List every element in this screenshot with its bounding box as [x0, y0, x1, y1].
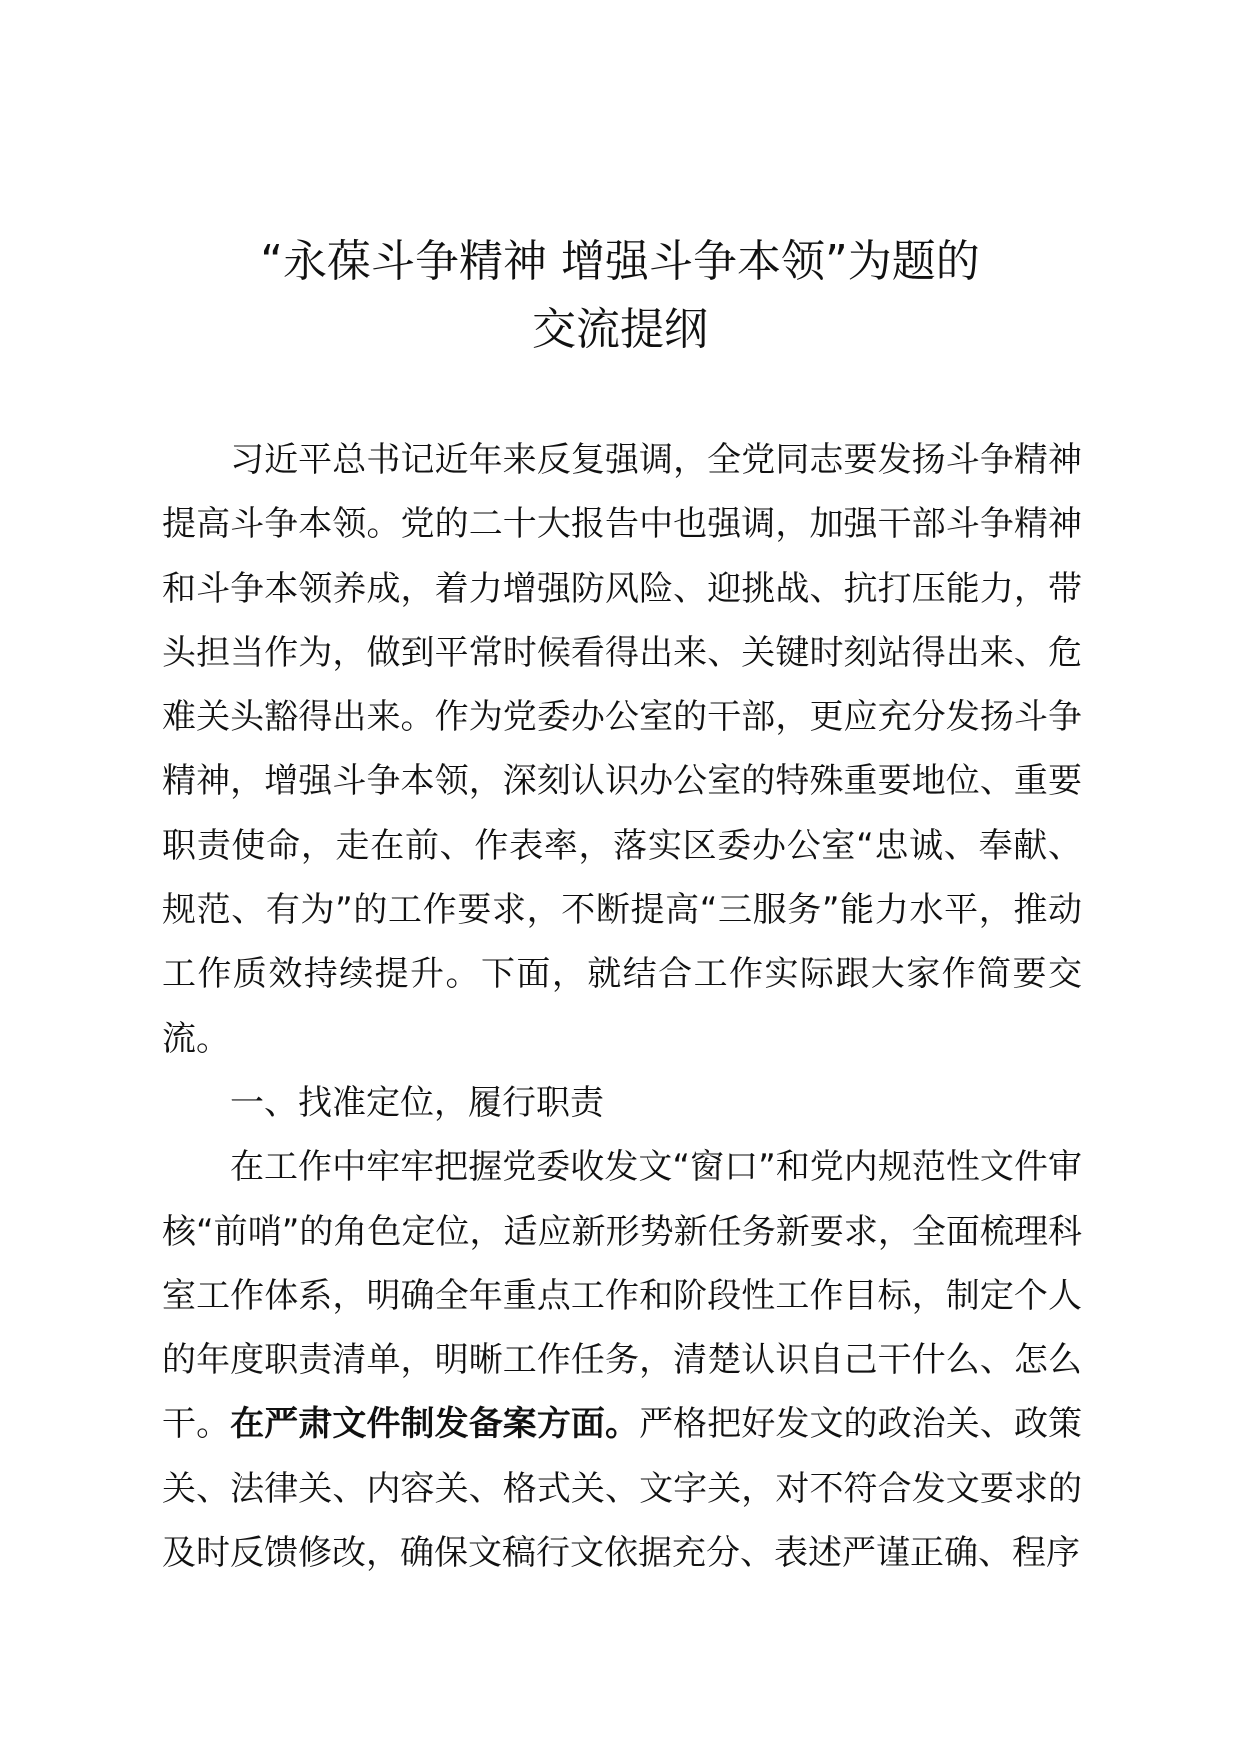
section-heading-1: 一、找准定位，履行职责: [230, 1082, 604, 1123]
paragraph-section-1: [162, 1135, 1082, 1585]
paragraph-intro: 习近平总书记近年来反复强调，全党同志要发扬斗争精神提高斗争本领。党的二十大报告中也强调，加强干部斗争精神和斗争本领养成，着力增强防风险、迎挑战、抗打压能力，带头担当作为，做到平常时候看得出来、关键时刻站得出来、危难关头豁得出来。作为党委办公室的干部，更应充分发扬斗争精神，增强斗争本领，深刻认识办公室的特殊重要地位、重要职责使命，走在前、作表率，落实区委办公室“忠诚、奉献、规范、有为”的工作要求，不断提高“三服务”能力水平，推动工作质效持续提升。下面，就结合工作实际跟大家作简要交流。: [162, 440, 1082, 1059]
paragraph-section-1-text-a: 在工作中牢牢把握党委收发文“窗口”和党内规范性文件审核“前哨”的角色定位，适应新形势新任务新要求，全面梳理科室工作体系，明确全年重点工作和阶段性工作目标，制定个人的年度职责清单，明晰工作任务，清楚认识自己干什么、怎么干。: [162, 1147, 1082, 1445]
document-title-line-1: “永葆斗争精神 增强斗争本领”为题的: [260, 236, 980, 287]
document-body: [162, 428, 1082, 1585]
paragraph-section-1-bold-lead: 在严肃文件制发备案方面。: [230, 1404, 640, 1445]
document-title-line-2: 交流提纲: [532, 304, 708, 355]
paragraph-section-1-text-b: 严格把好发文的政治关、政策关、法律关、内容关、格式关、文字关，对不符合发文要求的及时反馈修改，确保文稿行文依据充分、表述严谨正确、程序: [162, 1404, 1083, 1574]
